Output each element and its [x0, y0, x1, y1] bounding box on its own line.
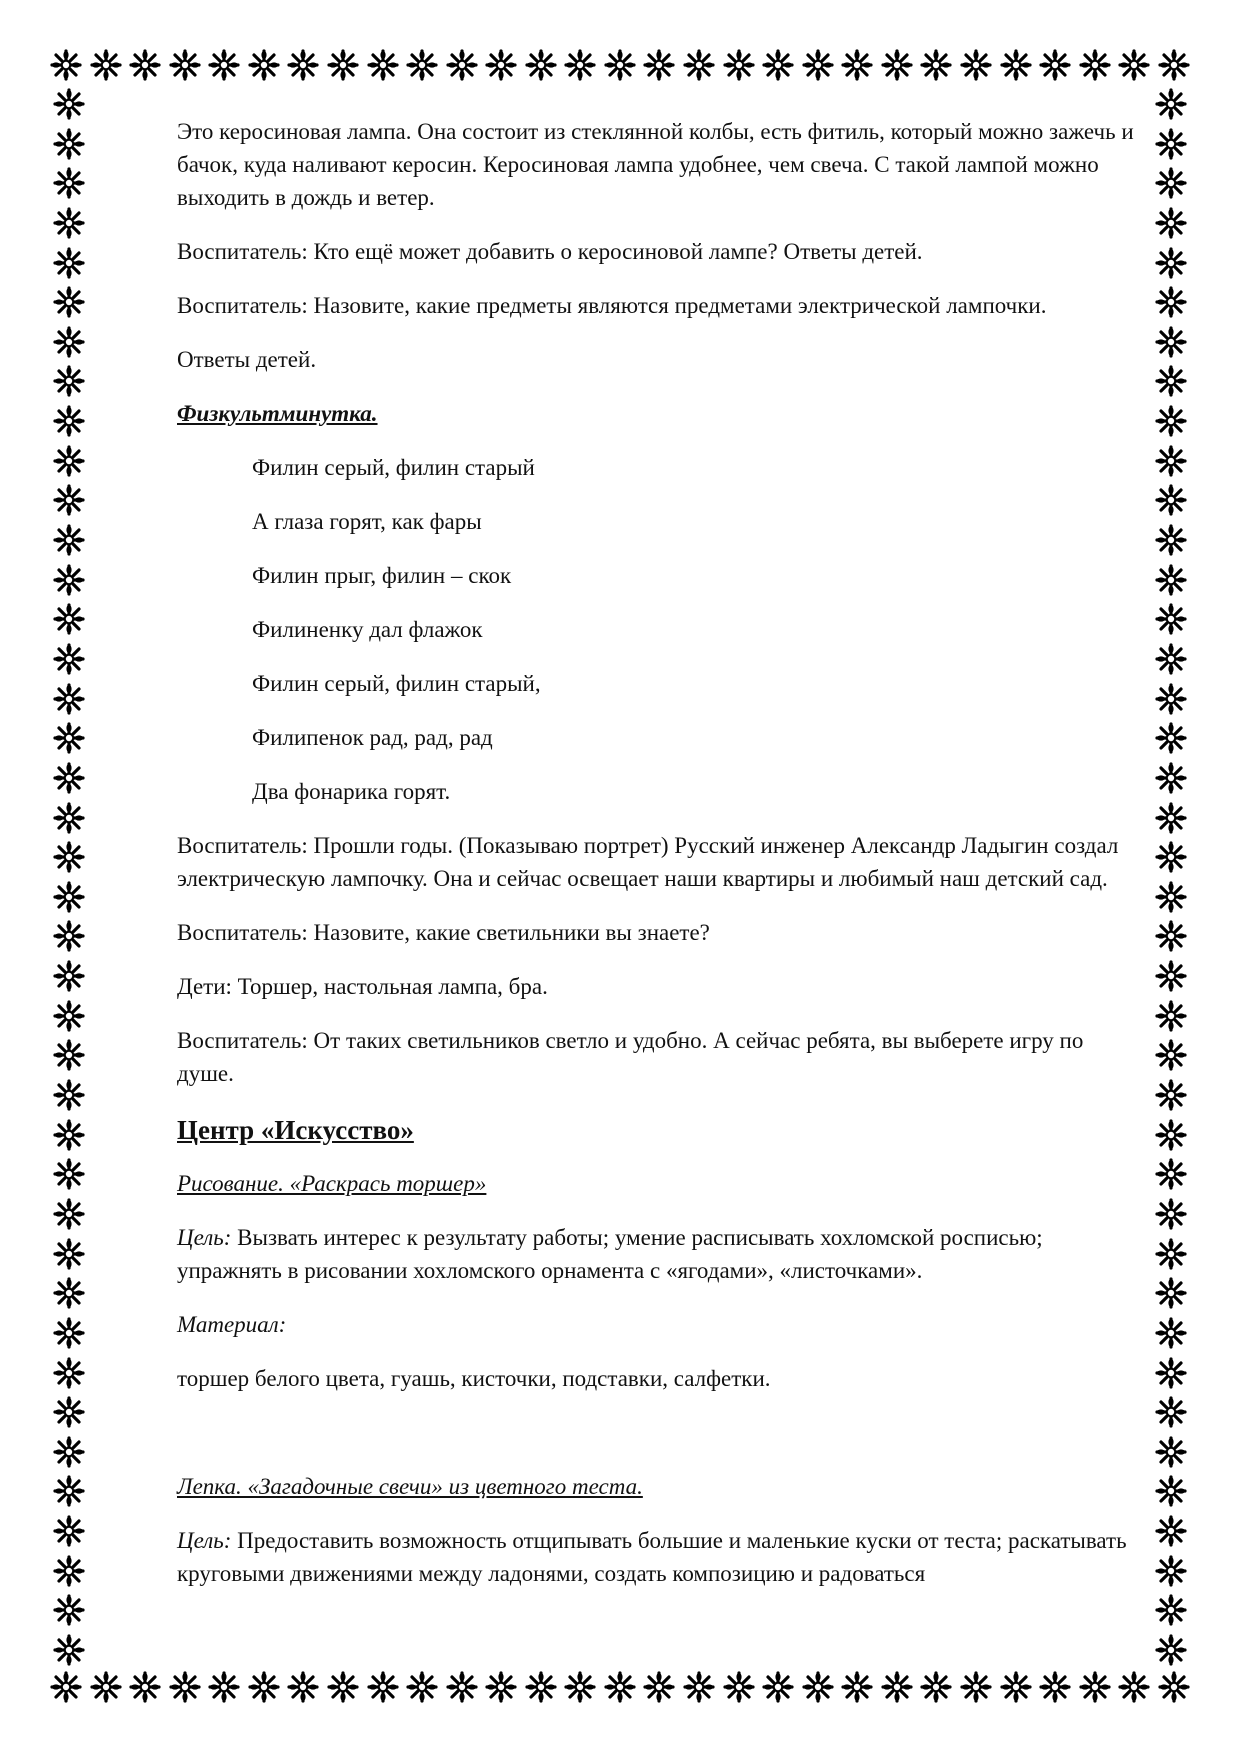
asterisk-flower-icon: [53, 88, 85, 120]
asterisk-flower-icon: [841, 1671, 873, 1703]
asterisk-flower-icon: [643, 49, 675, 81]
border-bottom: [50, 1668, 1190, 1706]
asterisk-flower-icon: [1155, 1079, 1187, 1111]
asterisk-flower-icon: [53, 1079, 85, 1111]
asterisk-flower-icon: [53, 722, 85, 754]
asterisk-flower-icon: [1118, 49, 1150, 81]
asterisk-flower-icon: [1155, 920, 1187, 952]
asterisk-flower-icon: [723, 49, 755, 81]
asterisk-flower-icon: [1155, 286, 1187, 318]
asterisk-flower-icon: [1155, 762, 1187, 794]
paragraph-teacher-game: Воспитатель: От таких светильников светло и удобно. А сейчас ребята, вы выберете игру по душе.: [177, 1028, 1084, 1086]
asterisk-flower-icon: [1155, 683, 1187, 715]
asterisk-flower-icon: [1155, 365, 1187, 397]
asterisk-flower-icon: [53, 802, 85, 834]
asterisk-flower-icon: [1155, 445, 1187, 477]
section-heading-art-center: Центр «Искусство»: [177, 1115, 414, 1145]
border-top: [50, 46, 1190, 84]
asterisk-flower-icon: [1079, 49, 1111, 81]
asterisk-flower-icon: [287, 49, 319, 81]
modeling-goal: [177, 1524, 1137, 1590]
paragraph-kerosene-lamp: Это керосиновая лампа. Она состоит из стеклянной колбы, есть фитиль, который можно зажечь и бачок, куда наливают керосин. Керосиновая лампа удобнее, чем свеча. С такой лампой можно выходить в дождь и ветер.: [177, 119, 1134, 210]
asterisk-flower-icon: [1039, 1671, 1071, 1703]
asterisk-flower-icon: [53, 1515, 85, 1547]
asterisk-flower-icon: [1155, 1317, 1187, 1349]
asterisk-flower-icon: [53, 405, 85, 437]
asterisk-flower-icon: [53, 207, 85, 239]
asterisk-flower-icon: [208, 49, 240, 81]
asterisk-flower-icon: [802, 49, 834, 81]
asterisk-flower-icon: [1155, 128, 1187, 160]
asterisk-flower-icon: [1155, 247, 1187, 279]
fizkult-title: [177, 397, 1137, 430]
asterisk-flower-icon: [525, 1671, 557, 1703]
drawing-goal-label: Цель:: [177, 1225, 232, 1250]
poem-line: А глаза горят, как фары: [252, 509, 482, 534]
asterisk-flower-icon: [129, 1671, 161, 1703]
asterisk-flower-icon: [53, 247, 85, 279]
asterisk-flower-icon: [129, 49, 161, 81]
asterisk-flower-icon: [564, 1671, 596, 1703]
asterisk-flower-icon: [1155, 524, 1187, 556]
asterisk-flower-icon: [53, 1475, 85, 1507]
spacer: [177, 1416, 1137, 1470]
asterisk-flower-icon: [1155, 1475, 1187, 1507]
asterisk-flower-icon: [881, 49, 913, 81]
asterisk-flower-icon: [1155, 1436, 1187, 1468]
asterisk-flower-icon: [1158, 1671, 1190, 1703]
asterisk-flower-icon: [53, 1317, 85, 1349]
asterisk-flower-icon: [53, 365, 85, 397]
asterisk-flower-icon: [1158, 49, 1190, 81]
asterisk-flower-icon: [53, 564, 85, 596]
asterisk-flower-icon: [169, 1671, 201, 1703]
asterisk-flower-icon: [1155, 960, 1187, 992]
asterisk-flower-icon: [604, 49, 636, 81]
asterisk-flower-icon: [1118, 1671, 1150, 1703]
asterisk-flower-icon: [525, 49, 557, 81]
asterisk-flower-icon: [1155, 841, 1187, 873]
asterisk-flower-icon: [1079, 1671, 1111, 1703]
asterisk-flower-icon: [406, 1671, 438, 1703]
asterisk-flower-icon: [1155, 1555, 1187, 1587]
asterisk-flower-icon: [1155, 1515, 1187, 1547]
drawing-goal-text: Вызвать интерес к результату работы; умение расписывать хохломской росписью; упражнять в рисовании хохломского орнамента с «ягодами», «листочками».: [177, 1225, 1043, 1283]
asterisk-flower-icon: [1155, 603, 1187, 635]
asterisk-flower-icon: [53, 603, 85, 635]
asterisk-flower-icon: [1155, 1594, 1187, 1626]
poem-line: Филин прыг, филин – скок: [252, 563, 512, 588]
modeling-goal-text: Предоставить возможность отщипывать большие и маленькие куски от теста; раскатывать круговыми движениями между ладонями, создать композицию и радоваться: [177, 1528, 1127, 1586]
asterisk-flower-icon: [1155, 405, 1187, 437]
asterisk-flower-icon: [1155, 643, 1187, 675]
asterisk-flower-icon: [881, 1671, 913, 1703]
asterisk-flower-icon: [327, 49, 359, 81]
asterisk-flower-icon: [53, 1238, 85, 1270]
asterisk-flower-icon: [208, 1671, 240, 1703]
asterisk-flower-icon: [802, 1671, 834, 1703]
asterisk-flower-icon: [367, 1671, 399, 1703]
asterisk-flower-icon: [50, 49, 82, 81]
asterisk-flower-icon: [53, 1039, 85, 1071]
asterisk-flower-icon: [1155, 722, 1187, 754]
asterisk-flower-icon: [485, 49, 517, 81]
asterisk-flower-icon: [446, 1671, 478, 1703]
border-left: [50, 88, 88, 1666]
asterisk-flower-icon: [643, 1671, 675, 1703]
poem-line: Филин серый, филин старый,: [252, 671, 541, 696]
asterisk-flower-icon: [53, 484, 85, 516]
asterisk-flower-icon: [1155, 1277, 1187, 1309]
asterisk-flower-icon: [248, 49, 280, 81]
asterisk-flower-icon: [960, 1671, 992, 1703]
asterisk-flower-icon: [1155, 207, 1187, 239]
asterisk-flower-icon: [762, 49, 794, 81]
asterisk-flower-icon: [53, 1357, 85, 1389]
asterisk-flower-icon: [1155, 1634, 1187, 1666]
asterisk-flower-icon: [53, 762, 85, 794]
paragraph-teacher-question: Воспитатель: Кто ещё может добавить о керосиновой лампе? Ответы детей.: [177, 239, 923, 264]
asterisk-flower-icon: [53, 326, 85, 358]
asterisk-flower-icon: [1155, 1158, 1187, 1190]
asterisk-flower-icon: [53, 881, 85, 913]
asterisk-flower-icon: [604, 1671, 636, 1703]
poem-line: Филиненку дал флажок: [252, 617, 483, 642]
fizkult-title-text: Физкультминутка.: [177, 401, 378, 426]
asterisk-flower-icon: [53, 960, 85, 992]
asterisk-flower-icon: [367, 49, 399, 81]
paragraph-teacher-name-items: Воспитатель: Назовите, какие предметы являются предметами электрической лампочки.: [177, 293, 1047, 318]
asterisk-flower-icon: [53, 920, 85, 952]
asterisk-flower-icon: [53, 1436, 85, 1468]
asterisk-flower-icon: [406, 49, 438, 81]
asterisk-flower-icon: [1155, 1357, 1187, 1389]
asterisk-flower-icon: [446, 49, 478, 81]
asterisk-flower-icon: [841, 49, 873, 81]
asterisk-flower-icon: [1155, 564, 1187, 596]
asterisk-flower-icon: [1155, 1396, 1187, 1428]
asterisk-flower-icon: [53, 1277, 85, 1309]
asterisk-flower-icon: [762, 1671, 794, 1703]
asterisk-flower-icon: [53, 1198, 85, 1230]
asterisk-flower-icon: [53, 524, 85, 556]
asterisk-flower-icon: [1155, 1238, 1187, 1270]
asterisk-flower-icon: [53, 841, 85, 873]
asterisk-flower-icon: [53, 445, 85, 477]
asterisk-flower-icon: [90, 1671, 122, 1703]
asterisk-flower-icon: [169, 49, 201, 81]
asterisk-flower-icon: [960, 49, 992, 81]
asterisk-flower-icon: [327, 1671, 359, 1703]
drawing-title-text: Рисование. «Раскрась торшер»: [177, 1171, 487, 1196]
drawing-material-text: торшер белого цвета, гуашь, кисточки, подставки, салфетки.: [177, 1366, 771, 1391]
asterisk-flower-icon: [1155, 1000, 1187, 1032]
asterisk-flower-icon: [50, 1671, 82, 1703]
asterisk-flower-icon: [53, 683, 85, 715]
asterisk-flower-icon: [287, 1671, 319, 1703]
asterisk-flower-icon: [53, 167, 85, 199]
asterisk-flower-icon: [53, 286, 85, 318]
asterisk-flower-icon: [1000, 1671, 1032, 1703]
border-right: [1152, 88, 1190, 1666]
asterisk-flower-icon: [1155, 802, 1187, 834]
asterisk-flower-icon: [53, 128, 85, 160]
asterisk-flower-icon: [683, 1671, 715, 1703]
paragraph-teacher-lamps-question: Воспитатель: Назовите, какие светильники вы знаете?: [177, 920, 710, 945]
asterisk-flower-icon: [53, 643, 85, 675]
asterisk-flower-icon: [485, 1671, 517, 1703]
poem-line: Филин серый, филин старый: [252, 455, 535, 480]
asterisk-flower-icon: [1155, 167, 1187, 199]
paragraph-children-answers: Ответы детей.: [177, 347, 317, 372]
asterisk-flower-icon: [564, 49, 596, 81]
asterisk-flower-icon: [53, 1119, 85, 1151]
asterisk-flower-icon: [53, 1555, 85, 1587]
asterisk-flower-icon: [723, 1671, 755, 1703]
asterisk-flower-icon: [90, 49, 122, 81]
asterisk-flower-icon: [1000, 49, 1032, 81]
drawing-title: [177, 1167, 1137, 1200]
asterisk-flower-icon: [1155, 881, 1187, 913]
modeling-goal-label: Цель:: [177, 1528, 232, 1553]
paragraph-ladygin: Воспитатель: Прошли годы. (Показываю портрет) Русский инженер Александр Ладыгин создал электрическую лампочку. Она и сейчас освещает наши квартиры и любимый наш детский сад.: [177, 833, 1119, 891]
modeling-title-text: Лепка. «Загадочные свечи» из цветного теста.: [177, 1474, 643, 1499]
asterisk-flower-icon: [1155, 326, 1187, 358]
asterisk-flower-icon: [53, 1594, 85, 1626]
asterisk-flower-icon: [1155, 1039, 1187, 1071]
document-body: [177, 115, 1137, 1611]
poem-line: Два фонарика горят.: [252, 779, 451, 804]
asterisk-flower-icon: [920, 1671, 952, 1703]
drawing-material-label-text: Материал:: [177, 1312, 287, 1337]
asterisk-flower-icon: [53, 1000, 85, 1032]
paragraph-children-lamps: Дети: Торшер, настольная лампа, бра.: [177, 974, 548, 999]
asterisk-flower-icon: [1155, 484, 1187, 516]
poem-line: Филипенок рад, рад, рад: [252, 725, 493, 750]
asterisk-flower-icon: [683, 49, 715, 81]
asterisk-flower-icon: [53, 1396, 85, 1428]
drawing-goal: [177, 1221, 1137, 1287]
drawing-material-label: [177, 1308, 1137, 1341]
asterisk-flower-icon: [1039, 49, 1071, 81]
asterisk-flower-icon: [1155, 1119, 1187, 1151]
modeling-title: [177, 1470, 1137, 1503]
asterisk-flower-icon: [53, 1634, 85, 1666]
asterisk-flower-icon: [248, 1671, 280, 1703]
asterisk-flower-icon: [53, 1158, 85, 1190]
asterisk-flower-icon: [1155, 88, 1187, 120]
asterisk-flower-icon: [1155, 1198, 1187, 1230]
asterisk-flower-icon: [920, 49, 952, 81]
